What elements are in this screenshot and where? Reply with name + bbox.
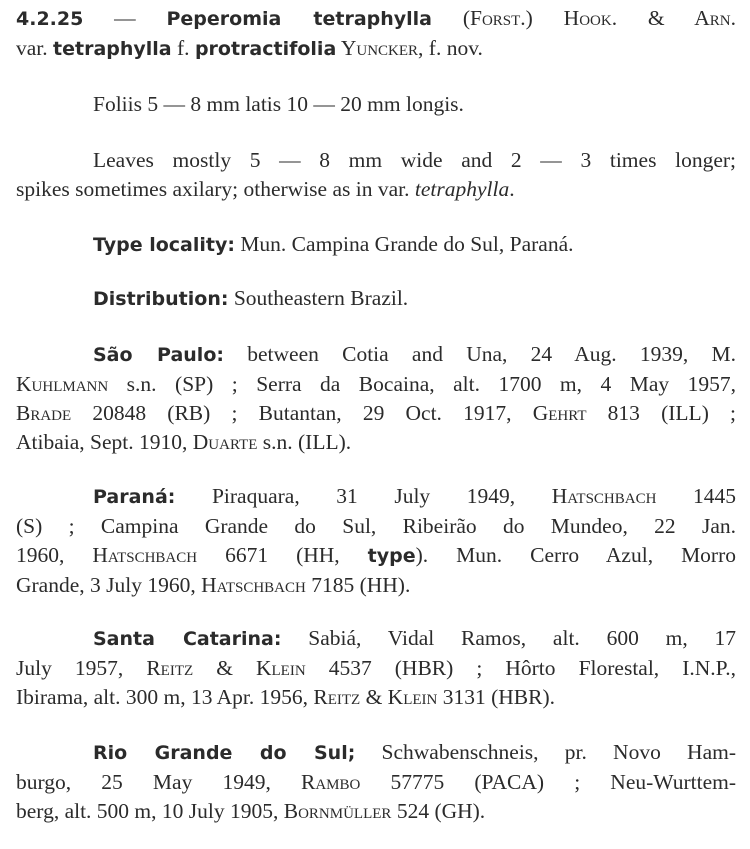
- collector-name: Rambo: [300, 770, 361, 794]
- form-prefix: f.: [171, 36, 195, 60]
- type-locality-text: Mun. Campina Grande do Sul, Paraná.: [234, 232, 574, 256]
- nov-note: , f. nov.: [418, 36, 483, 60]
- collector-name: Bornmüller: [283, 799, 392, 823]
- specimen-text: 20848 (RB) ; Butantan, 29 Oct. 1917,: [71, 401, 533, 425]
- specimen-text: 6671 (HH,: [197, 543, 368, 567]
- specimen-text: s.n. (SP) ; Serra da Bocaina, alt. 1700 m, 4 May 1957,: [108, 372, 736, 396]
- heading-dash: —: [83, 6, 167, 30]
- specimen-text: 7185 (HH).: [305, 573, 411, 597]
- species-authority: (Forst.) Hook. & Arn.: [432, 6, 736, 30]
- specimen-text: between Cotia and Una, 24 Aug. 1939, M.: [223, 342, 736, 366]
- form-name: protractifolia: [194, 38, 337, 60]
- latin-text: Foliis 5 — 8 mm latis 10 — 20 mm longis.: [93, 92, 464, 116]
- specimen-text: berg, alt. 500 m, 10 July 1905,: [16, 799, 284, 823]
- type-locality: [16, 230, 736, 260]
- region-label: Paraná:: [93, 486, 176, 508]
- specimen-text: (S) ; Campina Grande do Sul, Ribeirão do Mundeo, 22 Jan.: [16, 514, 736, 538]
- variety-italic: tetraphylla: [414, 177, 510, 201]
- region-label: Rio Grande do Sul;: [93, 742, 356, 764]
- collector-name: Hatschbach: [92, 543, 198, 567]
- variety-name: tetraphylla: [53, 38, 172, 60]
- region-label: São Paulo:: [93, 344, 224, 366]
- specimens-sao-paulo: [16, 340, 736, 457]
- collector-name: Reitz & Klein: [146, 656, 306, 680]
- description-period: .: [509, 177, 515, 201]
- specimen-text: s.n. (ILL).: [257, 430, 352, 454]
- description-line-2: [16, 175, 736, 204]
- specimen-text: ). Mun. Cerro Azul, Morro: [415, 543, 737, 567]
- collector-name: Brade: [16, 401, 72, 425]
- heading-line-1: [16, 4, 736, 34]
- specimen-text: 4537 (HBR) ; Hôrto Florestal, I.N.P.,: [305, 656, 736, 680]
- specimen-text: burgo, 25 May 1949,: [16, 770, 301, 794]
- type-marker: type: [367, 545, 416, 567]
- distribution-label: Distribution:: [93, 288, 229, 310]
- distribution-text: Southeastern Brazil.: [228, 286, 409, 310]
- species-name: Peperomia tetraphylla: [166, 8, 433, 30]
- specimens-rio-grande-do-sul: [16, 738, 736, 826]
- collector-name: Hatschbach: [201, 573, 306, 597]
- specimen-text: 813 (ILL) ;: [586, 401, 737, 425]
- collector-name: Kuhlmann: [16, 372, 109, 396]
- collector-name: Gehrt: [532, 401, 587, 425]
- specimen-text: 1445: [656, 484, 737, 508]
- region-label: Santa Catarina:: [93, 628, 282, 650]
- specimen-text: Sabiá, Vidal Ramos, alt. 600 m, 17: [281, 626, 736, 650]
- specimens-santa-catarina: [16, 624, 736, 712]
- specimen-text: 57775 (PACA) ; Neu-Wurttem-: [360, 770, 736, 794]
- distribution: [16, 284, 736, 314]
- specimen-text: Ibirama, alt. 300 m, 13 Apr. 1956,: [16, 685, 314, 709]
- collector-name: Hatschbach: [551, 484, 657, 508]
- specimen-text: 524 (GH).: [391, 799, 486, 823]
- latin-diagnosis: [16, 90, 736, 119]
- specimen-text: Piraquara, 31 July 1949,: [175, 484, 552, 508]
- collector-name: Reitz & Klein: [313, 685, 438, 709]
- var-prefix: var.: [16, 36, 54, 60]
- type-locality-label: Type locality:: [93, 234, 235, 256]
- specimen-text: 1960,: [16, 543, 93, 567]
- species-number: 4.2.25: [16, 8, 84, 30]
- description-line-1: Leaves mostly 5 — 8 mm wide and 2 — 3 times longer;: [93, 148, 736, 172]
- collector-name: Duarte: [192, 430, 258, 454]
- specimens-parana: [16, 482, 736, 600]
- heading-line-2: [16, 34, 736, 64]
- specimen-text: 3131 (HBR).: [437, 685, 556, 709]
- form-authority: Yuncker: [336, 36, 419, 60]
- description-text: spikes sometimes axilary; otherwise as in var.: [16, 177, 415, 201]
- specimen-text: July 1957,: [16, 656, 147, 680]
- specimen-text: Grande, 3 July 1960,: [16, 573, 202, 597]
- specimen-text: Atibaia, Sept. 1910,: [16, 430, 193, 454]
- species-heading: [16, 4, 736, 64]
- specimen-text: Schwabenschneis, pr. Novo Ham-: [355, 740, 736, 764]
- english-description: [16, 146, 736, 204]
